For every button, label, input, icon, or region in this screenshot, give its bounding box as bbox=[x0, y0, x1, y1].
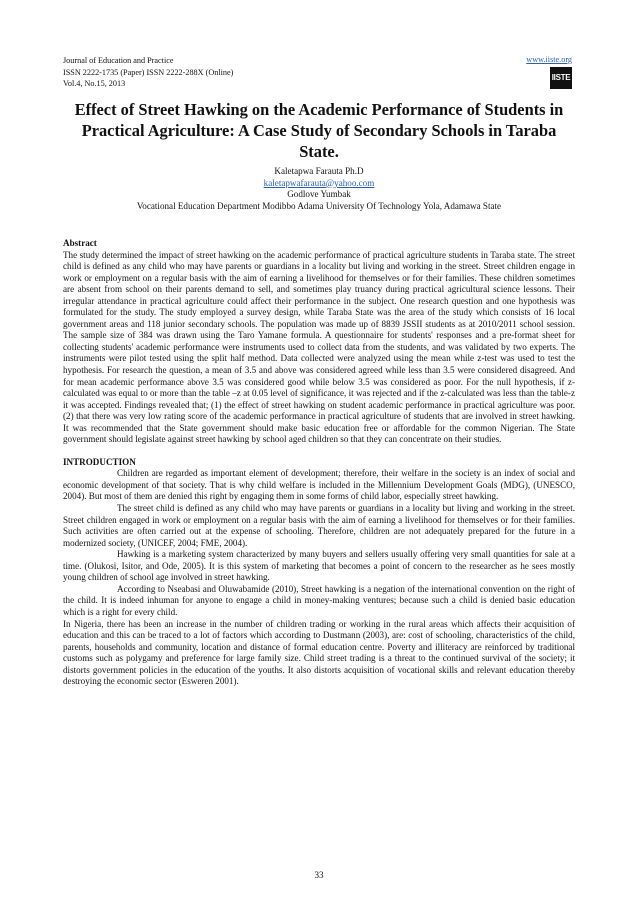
paragraph: In Nigeria, there has been an increase in the number of children trading or working in the rural areas which affects their acquisition of education and this can be traced to a lot of factors which according to Dustmann (2003), are: cost of schooling, characteristics of the child, parents, households and community, location and distance of formal education centre. Poverty and illiteracy are reinforced by traditional customs such as polygamy and preference for large family size. Child street trading is a threat to the continued survival of the society; it distorts government policies in the education of the youths. It also distorts acquisition of vocational skills and relevant education thereby destroying the economic sector (Esweren 2001). bbox=[63, 618, 575, 687]
abstract-heading: Abstract bbox=[63, 238, 97, 248]
page-number: 33 bbox=[314, 870, 324, 880]
author-name: Kaletapwa Farauta Ph.D bbox=[274, 166, 364, 176]
paragraph: The street child is defined as any child who may have parents or guardians in a locality but living and working in the street. Street children engaged in work or employment on a regular basis with the aim of earning a livelihood for themselves or for their families. Such activities are often carried out at the expense of schooling. Therefore, children are not adequately prepared for the future in a modernized society, (UNICEF, 2004; FME, 2004). bbox=[63, 503, 575, 548]
introduction-heading: INTRODUCTION bbox=[63, 456, 136, 467]
paragraph: According to Nseabasi and Oluwabamide (2010), Street hawking is a negation of the international convention on the right of the child. It is indeed inhuman for anyone to engage a child in money-making ventures; because such a child is denied basic education which is a right for every child. bbox=[63, 583, 575, 617]
paper-title: Effect of Street Hawking on the Academic Performance of Students in Practical Agriculture: A Case Study of Secondary Schools in Taraba State. bbox=[74, 100, 564, 161]
journal-header bbox=[63, 55, 573, 90]
journal-issn: ISSN 2222-1735 (Paper) ISSN 2222-288X (Online) bbox=[63, 67, 234, 77]
abstract-text: The study determined the impact of street hawking on the academic performance of practical agriculture students in Taraba state. The street child is defined as any child who may have parents or guardians in a locality but living and working in the street. Street children engage in work or employment on a regular basis with the aim of earning a livelihood for themselves or for their families. These children sometimes are absent from school on their parents demand to sell, and sometimes play truancy during practical agricultural science lessons. Their irregular attendance in practical agriculture could affect their performance in the subject. One research question and one hypothesis was formulated for the study. The study employed a survey design, while Taraba State was the area of the study which consists of 16 local government areas and 118 junior secondary schools. The population was made up of 8839 JSSII students as at 2010/2011 school session. The sample size of 384 was drawn using the Taro Yamane formula. A questionnaire for students' responses and a pre-format sheet for collecting students' academic performance were instruments used to collect data from the students, and was validated by two experts. The instruments were pilot tested using the split half method. Data collected were analyzed using the mean while z-test was used to test the hypothesis. For research the question, a mean of 3.5 and above was considered agreed while less than 3.5 were considered disagreed. And for mean academic performance above 3.5 was considered good while below 3.5 was considered as poor. For the null hypothesis, if z-calculated was equal to or more than the table –z at 0.05 level of significance, it was rejected and if the z-calculated was less than the table-z it was accepted. Findings revealed that; (1) the effect of street hawking on student academic performance in practical agriculture was poor. (2) that there was very low rating score of the academic performance in practical agriculture of students that are involved in street hawking. It was recommended that the State government should make basic education free or affordable for the common Nigerian. The State government should legislate against street hawking by school aged children so that they can concentrate on their studies. bbox=[63, 249, 575, 445]
author-name: Godlove Yumbak bbox=[287, 189, 351, 200]
iiste-logo: IISTE bbox=[550, 67, 572, 89]
author-block bbox=[63, 166, 575, 212]
paragraph: Children are regarded as important element of development; therefore, their welfare in the society is an index of social and economic development of that society. That is why child welfare is included in the Millennium Development Goals (MDG), (UNESCO, 2004). But most of them are denied this right by engaging them in some forms of child labor, especially street hawking. bbox=[63, 468, 575, 502]
journal-volume: Vol.4, No.15, 2013 bbox=[63, 79, 126, 89]
journal-website-link[interactable]: www.iiste.org bbox=[526, 55, 572, 64]
author-affiliation: Vocational Education Department Modibbo Adama University Of Technology Yola, Adamawa State bbox=[136, 200, 502, 211]
author-email-link[interactable]: kaletapwafarauta@yahoo.com bbox=[263, 177, 375, 188]
paragraph: Hawking is a marketing system characterized by many buyers and sellers usually offering very small quantities for sale at a time. (Olukosi, Isitor, and Ode, 2005). It is this system of marketing that becomes a point of concern to the researcher as he sees mostly young children of school age involved in street hawking. bbox=[63, 549, 575, 583]
journal-name: Journal of Education and Practice bbox=[63, 56, 174, 65]
paper-body bbox=[63, 238, 575, 688]
